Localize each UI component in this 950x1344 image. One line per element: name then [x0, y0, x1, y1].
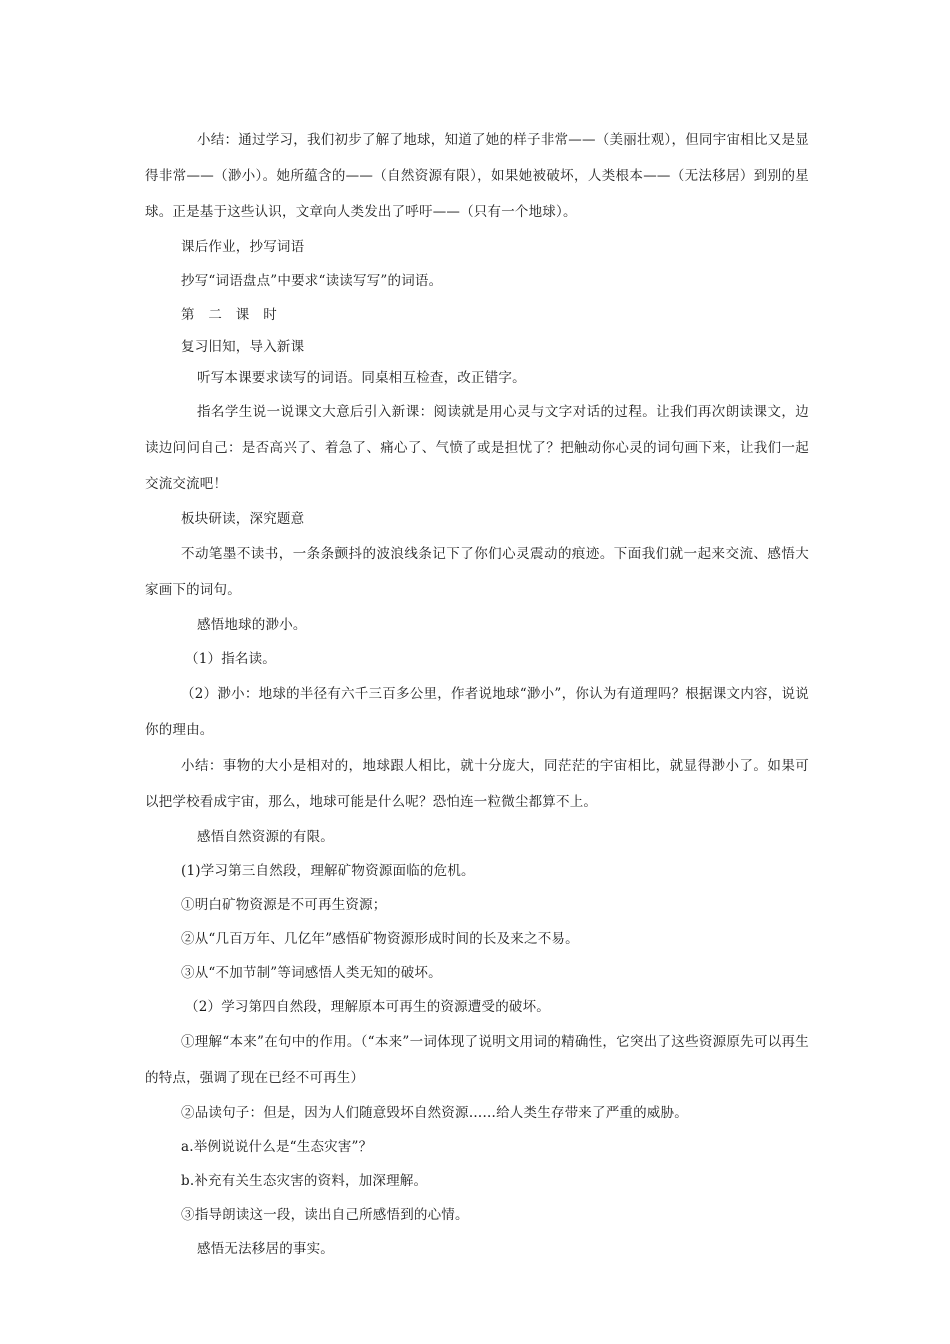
paragraph-dictation: 听写本课要求读写的词语。同桌相互检查，改正错字。 — [197, 370, 526, 386]
paragraph-earth-small-heading: 感悟地球的渺小。 — [197, 617, 307, 633]
paragraph-review-heading: 复习旧知，导入新课 — [181, 339, 305, 355]
paragraph-homework-heading: 课后作业，抄写词语 — [181, 239, 305, 255]
paragraph-discussion: 不动笔墨不读书，一条条颤抖的波浪线条记下了你们心灵震动的痕迹。下面我们就一起来交流、感悟大家画下的词句。 — [145, 546, 809, 598]
paragraph-resources-point-2: （2）学习第四自然段，理解原本可再生的资源遭受的破坏。 — [185, 999, 550, 1015]
paragraph-example-b: b.补充有关生态灾害的资料，加深理解。 — [181, 1173, 428, 1189]
paragraph-point-2: （2）渺小：地球的半径有六千三百多公里，作者说地球“渺小”，你认为有道理吗？根据课文内容，说说你的理由。 — [145, 686, 809, 738]
paragraph-summary-1: 小结：通过学习，我们初步了解了地球，知道了她的样子非常——（美丽壮观），但同宇宙相比又是显得非常——（渺小）。她所蕴含的——（自然资源有限），如果她被破坏，人类根本——（无法移居）到别的星球。正是基于这些认识，文章向人类发出了呼吁——（只有一个地球）。 — [145, 132, 809, 220]
paragraph-cannot-move-heading: 感悟无法移居的事实。 — [197, 1241, 334, 1257]
paragraph-intro-new-lesson: 指名学生说一说课文大意后引入新课：阅读就是用心灵与文字对话的过程。让我们再次朗读课文，边读边问问自己：是否高兴了、着急了、痛心了、气愤了或是担忧了？把触动你心灵的词句画下来，让我们一起交流交流吧！ — [145, 404, 809, 492]
paragraph-benlai: ①理解“本来”在句中的作用。（“本来”一词体现了说明文用词的精确性，它突出了这些资源原先可以再生的特点，强调了现在已经不可再生） — [145, 1034, 809, 1086]
paragraph-lesson-two-heading: 第 二 课 时 — [181, 307, 277, 323]
paragraph-homework-task: 抄写“词语盘点”中要求“读读写写”的词语。 — [181, 273, 443, 289]
paragraph-resources-sub-1: ①明白矿物资源是不可再生资源； — [181, 897, 387, 913]
paragraph-sentence-reading: ②品读句子：但是，因为人们随意毁坏自然资源……给人类生存带来了严重的威胁。 — [181, 1105, 688, 1121]
paragraph-resources-sub-2: ②从“几百万年、几亿年”感悟矿物资源形成时间的长及来之不易。 — [181, 931, 579, 947]
paragraph-study-heading: 板块研读，深究题意 — [181, 511, 305, 527]
document-body — [145, 122, 809, 1266]
paragraph-resources-sub-3: ③从“不加节制”等词感悟人类无知的破坏。 — [181, 965, 442, 981]
paragraph-resources-point-1: (1)学习第三自然段，理解矿物资源面临的危机。 — [181, 863, 475, 879]
paragraph-resources-heading: 感悟自然资源的有限。 — [197, 829, 334, 845]
paragraph-summary-2: 小结：事物的大小是相对的，地球跟人相比，就十分庞大，同茫茫的宇宙相比，就显得渺小了。如果可以把学校看成宇宙，那么，地球可能是什么呢？恐怕连一粒微尘都算不上。 — [145, 758, 809, 810]
paragraph-point-1: （1）指名读。 — [185, 651, 276, 667]
paragraph-example-a: a.举例说说什么是“生态灾害”？ — [181, 1139, 373, 1155]
paragraph-guided-reading: ③指导朗读这一段，读出自己所感悟到的心情。 — [181, 1207, 469, 1223]
